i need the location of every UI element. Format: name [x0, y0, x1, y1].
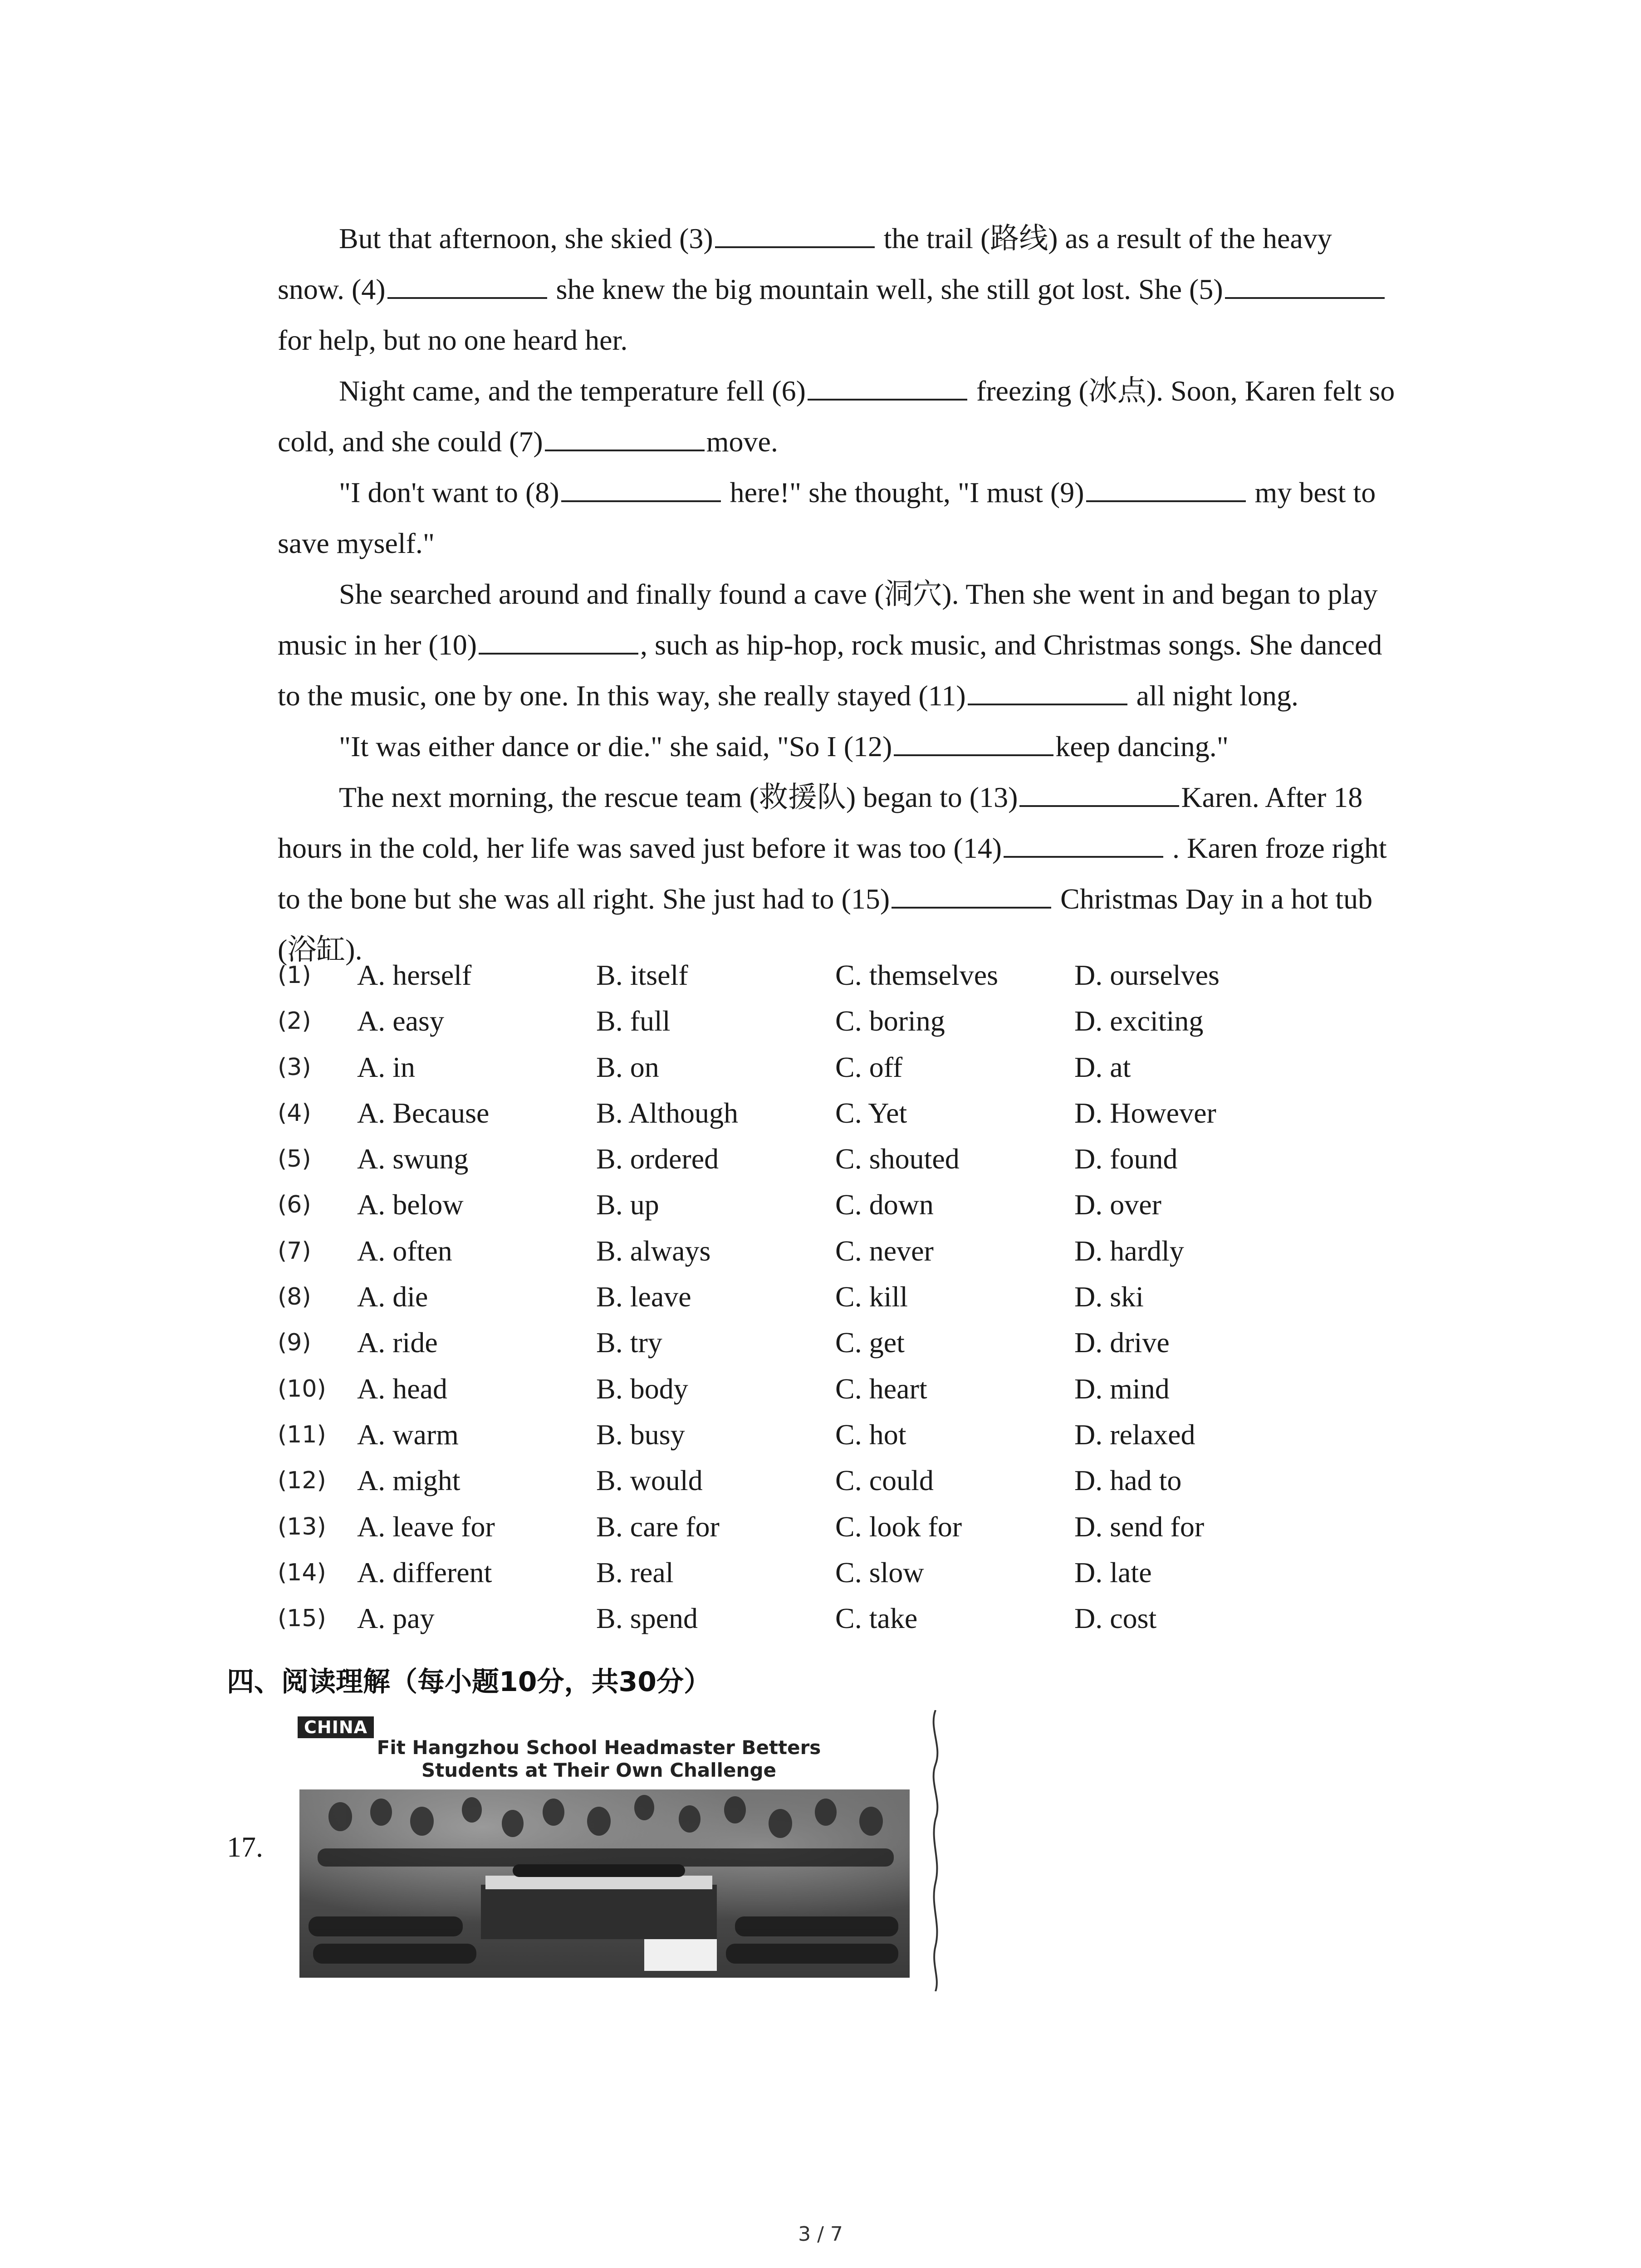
option-row — [278, 1552, 1439, 1598]
question-number: (11) — [278, 1421, 326, 1448]
option-row — [278, 1047, 1439, 1093]
option-d[interactable]: D. had to — [1074, 1464, 1182, 1497]
photo-tag: CHINA — [298, 1716, 374, 1738]
photo-headline: Fit Hangzhou School Headmaster Betters Students at Their Own Challenge — [377, 1736, 821, 1781]
answer-blank-10[interactable] — [479, 626, 638, 655]
question-number: (4) — [278, 1099, 311, 1127]
answer-blank-11[interactable] — [968, 677, 1127, 705]
passage-line: to the bone but she was all right. She just had to (15) Christmas Day in a hot tub — [278, 874, 1439, 924]
option-c[interactable]: C. boring — [835, 1005, 945, 1037]
option-c[interactable]: C. hot — [835, 1418, 906, 1451]
option-d[interactable]: D. hardly — [1074, 1234, 1184, 1267]
option-a[interactable]: A. head — [357, 1372, 448, 1405]
question-number: (15) — [278, 1605, 326, 1633]
option-b[interactable]: B. real — [596, 1556, 674, 1589]
option-b[interactable]: B. on — [596, 1051, 659, 1083]
option-a[interactable]: A. herself — [357, 959, 472, 991]
question-number: (6) — [278, 1191, 311, 1219]
passage-line: "I don't want to (8) here!" she thought, "I must (9) my best to — [278, 467, 1439, 518]
option-b[interactable]: B. leave — [596, 1281, 691, 1313]
option-b[interactable]: B. care for — [596, 1510, 720, 1543]
option-b[interactable]: B. busy — [596, 1418, 685, 1451]
options-list — [278, 955, 1439, 1644]
passage-line: music in her (10) , such as hip-hop, rock music, and Christmas songs. She danced — [278, 620, 1439, 670]
option-row — [278, 1184, 1439, 1230]
passage-line: (浴缸). — [278, 934, 362, 966]
question-number: (13) — [278, 1513, 326, 1540]
option-c[interactable]: C. kill — [835, 1281, 908, 1313]
question-number: (14) — [278, 1559, 326, 1586]
option-c[interactable]: C. off — [835, 1051, 903, 1083]
option-c[interactable]: C. slow — [835, 1556, 924, 1589]
answer-blank-8[interactable] — [561, 474, 721, 502]
option-b[interactable]: B. spend — [596, 1602, 698, 1635]
section-heading: 四、阅读理解（每小题10分，共30分） — [227, 1666, 711, 1698]
option-row — [278, 1231, 1439, 1276]
passage-line: for help, but no one heard her. — [278, 324, 628, 356]
option-b[interactable]: B. would — [596, 1464, 703, 1497]
option-b[interactable]: B. Although — [596, 1096, 738, 1129]
option-d[interactable]: D. mind — [1074, 1372, 1170, 1405]
option-row — [278, 955, 1439, 1001]
question-number: (8) — [278, 1283, 311, 1311]
passage-line: save myself." — [278, 527, 435, 559]
answer-blank-5[interactable] — [1225, 271, 1385, 299]
option-c[interactable]: C. take — [835, 1602, 918, 1635]
answer-blank-13[interactable] — [1019, 779, 1179, 807]
passage-line: She searched around and finally found a cave (洞穴). Then she went in and began to play — [339, 578, 1378, 610]
passage-line: But that afternoon, she skied (3) the trail (路线) as a result of the heavy — [278, 213, 1439, 264]
option-c[interactable]: C. Yet — [835, 1096, 907, 1129]
option-c[interactable]: C. down — [835, 1188, 934, 1221]
option-b[interactable]: B. body — [596, 1372, 688, 1405]
option-b[interactable]: B. full — [596, 1005, 671, 1037]
option-a[interactable]: A. often — [357, 1234, 452, 1267]
option-c[interactable]: C. look for — [835, 1510, 962, 1543]
option-d[interactable]: D. found — [1074, 1143, 1178, 1175]
question-number: (5) — [278, 1145, 311, 1173]
option-b[interactable]: B. ordered — [596, 1143, 719, 1175]
question-number: (2) — [278, 1007, 311, 1035]
crowd-illustration — [299, 1789, 910, 1978]
option-d[interactable]: D. However — [1074, 1096, 1216, 1129]
option-a[interactable]: A. leave for — [357, 1510, 495, 1543]
option-c[interactable]: C. get — [835, 1326, 905, 1359]
option-a[interactable]: A. swung — [357, 1143, 469, 1175]
news-photo — [299, 1789, 910, 1978]
option-a[interactable]: A. pay — [357, 1602, 435, 1635]
option-a[interactable]: A. below — [357, 1188, 464, 1221]
option-c[interactable]: C. themselves — [835, 959, 999, 991]
option-row — [278, 1414, 1439, 1460]
option-d[interactable]: D. over — [1074, 1188, 1161, 1221]
option-row — [278, 1506, 1439, 1552]
passage-line: "It was either dance or die." she said, "So I (12) keep dancing." — [278, 721, 1439, 772]
passage-line: snow. (4) she knew the big mountain well, she still got lost. She (5) — [278, 264, 1439, 315]
question-number: (9) — [278, 1329, 311, 1357]
option-a[interactable]: A. might — [357, 1464, 460, 1497]
option-d[interactable]: D. relaxed — [1074, 1418, 1195, 1451]
option-d[interactable]: D. ourselves — [1074, 959, 1220, 991]
answer-blank-6[interactable] — [808, 372, 967, 401]
question-number: (12) — [278, 1467, 326, 1495]
option-c[interactable]: C. never — [835, 1234, 934, 1267]
option-d[interactable]: D. cost — [1074, 1602, 1157, 1635]
option-d[interactable]: D. ski — [1074, 1281, 1144, 1313]
option-d[interactable]: D. exciting — [1074, 1005, 1204, 1037]
question-number: (7) — [278, 1237, 311, 1265]
torn-edge-decoration — [926, 1710, 945, 1991]
newspaper-clipping — [277, 1710, 948, 1991]
answer-blank-14[interactable] — [1004, 830, 1163, 858]
passage-line: hours in the cold, her life was saved just before it was too (14) . Karen froze right — [278, 823, 1439, 874]
option-row — [278, 1001, 1439, 1046]
option-d[interactable]: D. late — [1074, 1556, 1152, 1589]
option-a[interactable]: A. in — [357, 1051, 415, 1083]
option-a[interactable]: A. Because — [357, 1096, 490, 1129]
page-number: 3 / 7 — [798, 2223, 843, 2246]
option-row — [278, 1369, 1439, 1414]
passage-line: cold, and she could (7) move. — [278, 416, 1439, 467]
answer-blank-3[interactable] — [715, 220, 875, 248]
option-c[interactable]: C. could — [835, 1464, 934, 1497]
option-row — [278, 1460, 1439, 1506]
option-c[interactable]: C. shouted — [835, 1143, 960, 1175]
question-number: (3) — [278, 1053, 311, 1081]
option-d[interactable]: D. at — [1074, 1051, 1131, 1083]
answer-blank-9[interactable] — [1086, 474, 1246, 502]
passage-line: to the music, one by one. In this way, she really stayed (11) all night long. — [278, 670, 1439, 721]
option-d[interactable]: D. send for — [1074, 1510, 1205, 1543]
passage-line: The next morning, the rescue team (救援队) began to (13) Karen. After 18 — [278, 772, 1439, 823]
option-b[interactable]: B. itself — [596, 959, 688, 991]
option-c[interactable]: C. heart — [835, 1372, 927, 1405]
answer-blank-12[interactable] — [894, 728, 1053, 756]
option-d[interactable]: D. drive — [1074, 1326, 1170, 1359]
answer-blank-7[interactable] — [545, 423, 705, 451]
option-a[interactable]: A. warm — [357, 1418, 459, 1451]
option-a[interactable]: A. different — [357, 1556, 492, 1589]
passage-line: Night came, and the temperature fell (6) freezing (冰点). Soon, Karen felt so — [278, 366, 1439, 416]
question-number: (1) — [278, 962, 311, 989]
answer-blank-4[interactable] — [387, 271, 547, 299]
option-row — [278, 1322, 1439, 1368]
option-a[interactable]: A. die — [357, 1281, 428, 1313]
cloze-passage — [278, 213, 1439, 975]
option-row — [278, 1093, 1439, 1139]
option-a[interactable]: A. ride — [357, 1326, 438, 1359]
option-row — [278, 1598, 1439, 1644]
option-row — [278, 1276, 1439, 1322]
option-row — [278, 1139, 1439, 1184]
option-a[interactable]: A. easy — [357, 1005, 444, 1037]
question-number: (10) — [278, 1375, 326, 1403]
answer-blank-15[interactable] — [892, 880, 1051, 909]
option-b[interactable]: B. always — [596, 1234, 711, 1267]
option-b[interactable]: B. try — [596, 1326, 662, 1359]
question-number-label: 17. — [227, 1831, 263, 1863]
option-b[interactable]: B. up — [596, 1188, 659, 1221]
